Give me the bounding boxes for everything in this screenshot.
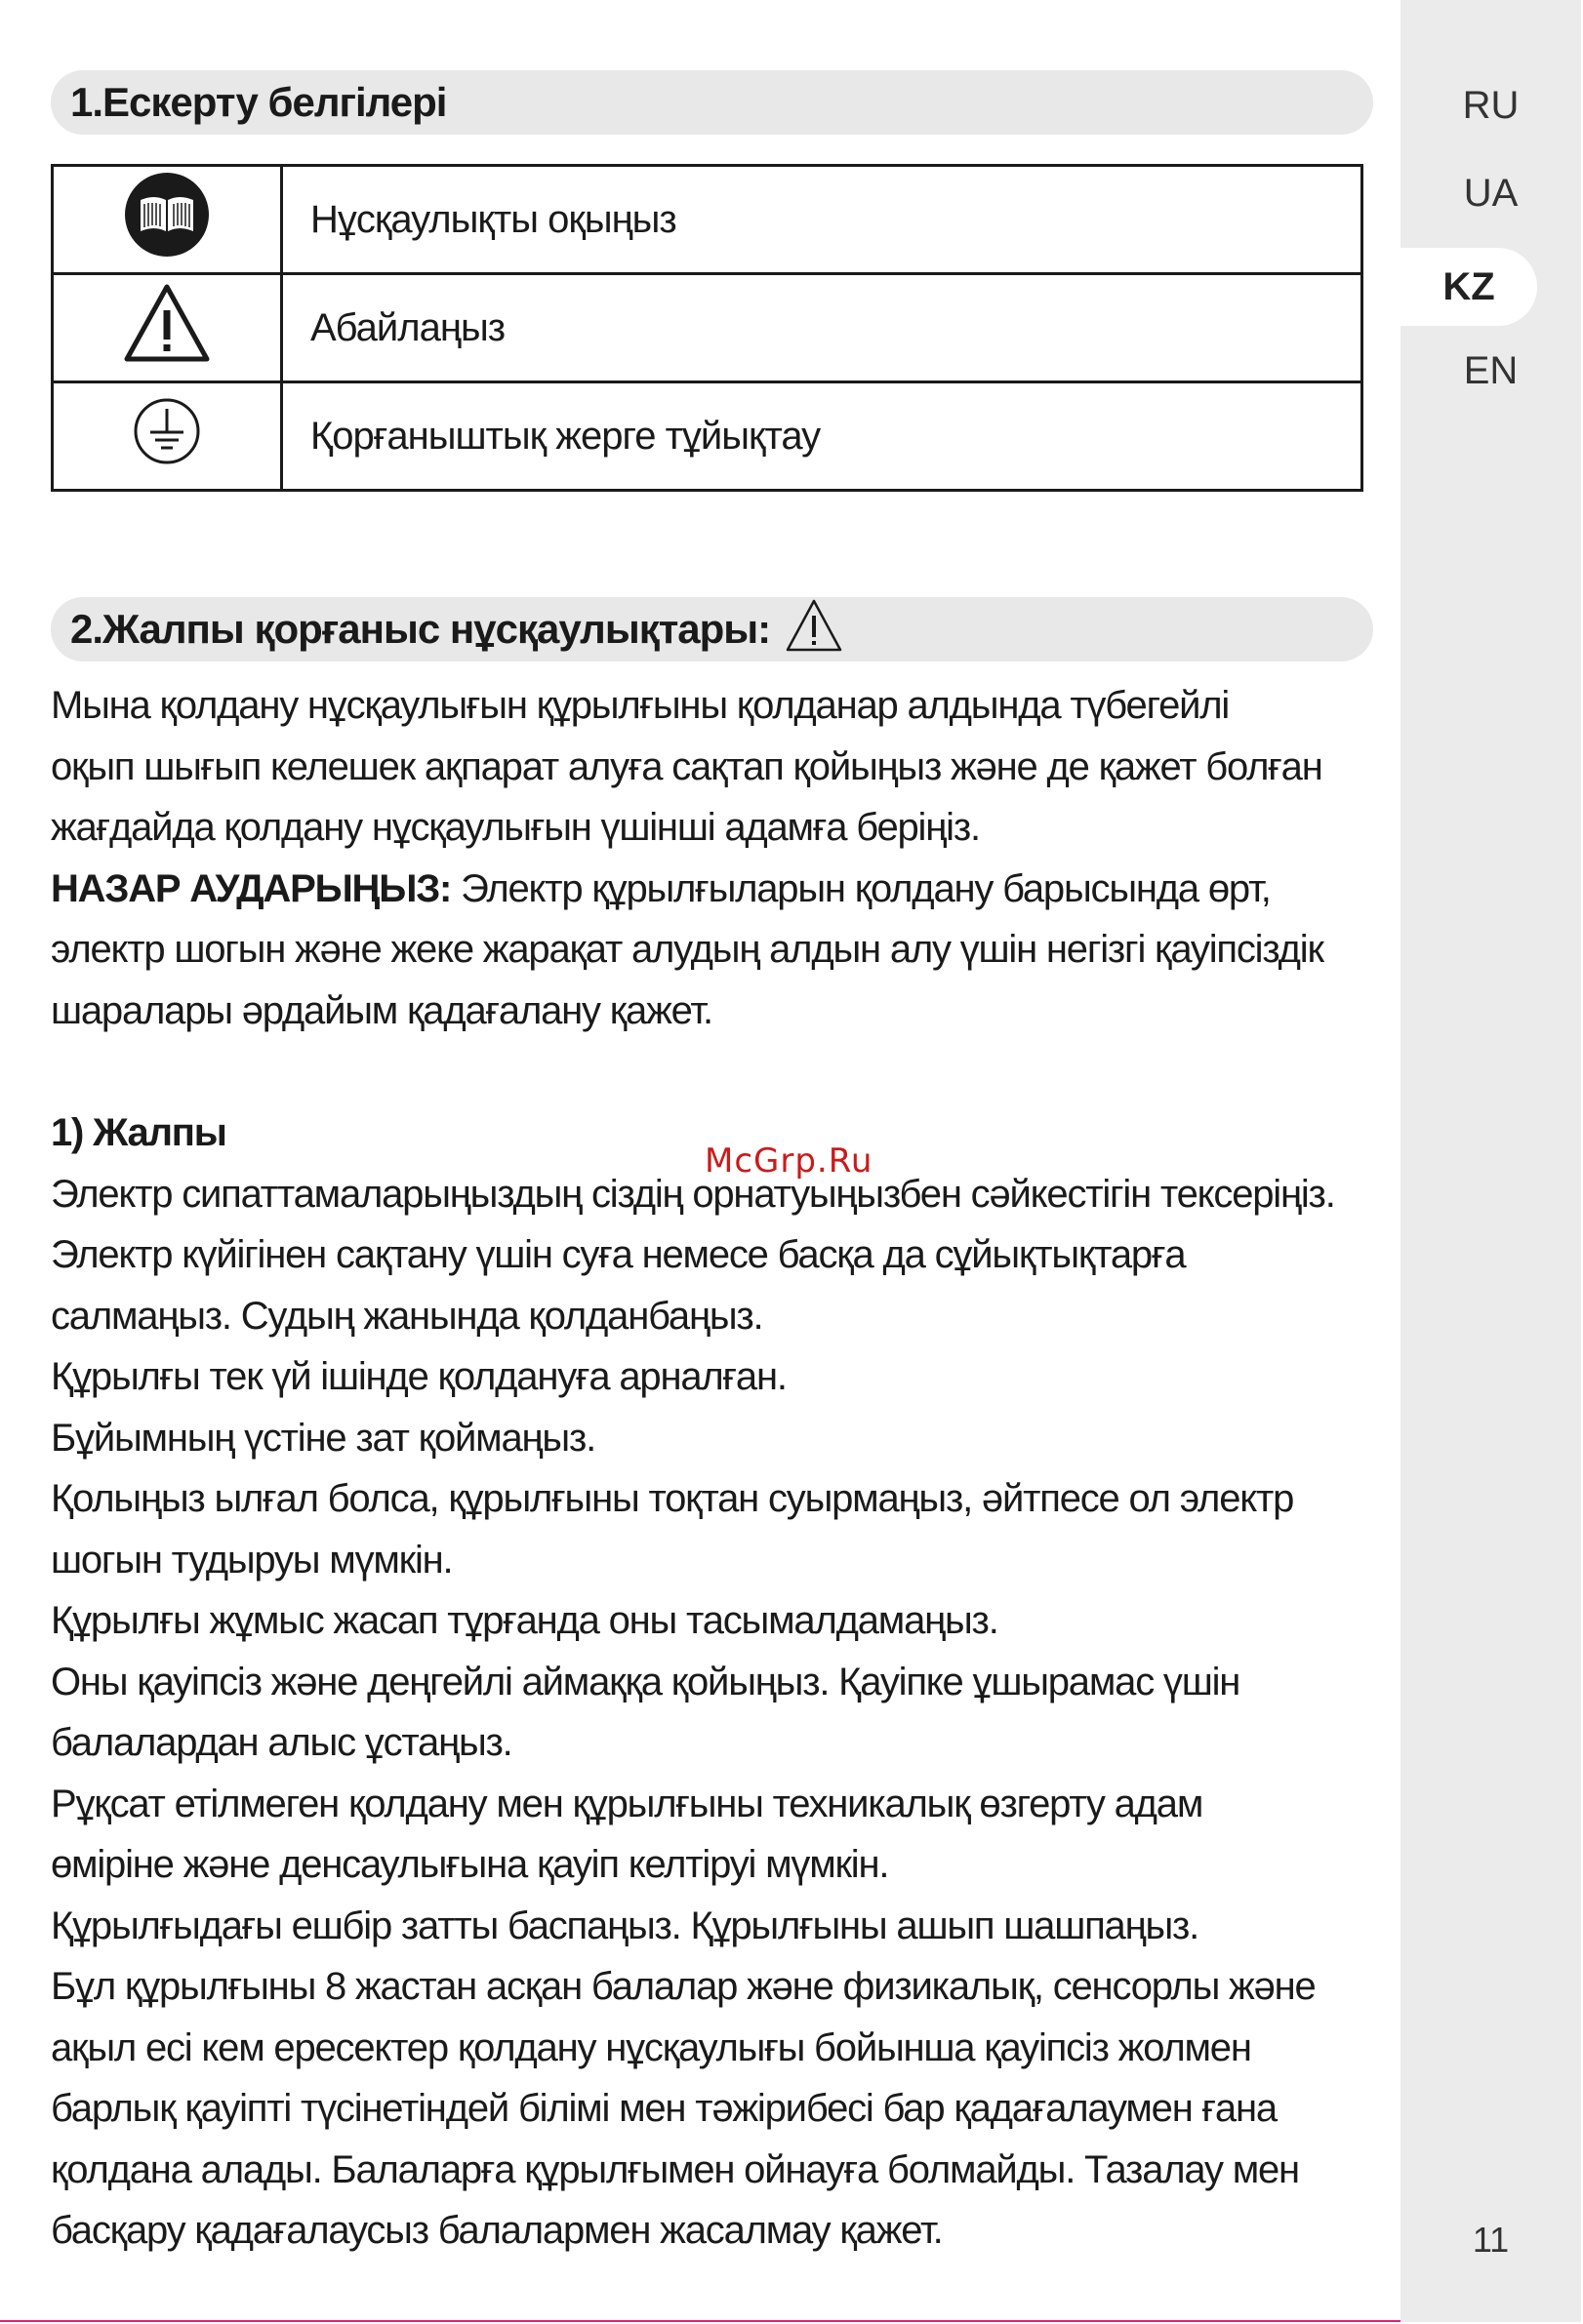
table-row bbox=[53, 274, 1362, 382]
text-line: Қолыңыз ылғал болса, құрылғыны тоқтан суырмаңыз, әйтпесе ол электр bbox=[51, 1477, 1294, 1520]
text-line: жағдайда қолдану нұсқаулығын үшінші адамға беріңіз. bbox=[51, 806, 980, 849]
text-line: шогын тудыруы мүмкін. bbox=[51, 1538, 453, 1582]
section-header-safety bbox=[51, 597, 1373, 661]
text-line: барлық қауіпті түсінетіндей білімі мен тәжірибесі бар қадағалаумен ғана bbox=[51, 2087, 1277, 2130]
read-manual-icon bbox=[123, 171, 211, 259]
text-line: ақыл есі кем ересектер қолдану нұсқаулығы бойынша қауіпсіз жолмен bbox=[51, 2025, 1251, 2069]
text-line: өміріне және денсаулығына қауіп келтіруі мүмкін. bbox=[51, 1843, 889, 1886]
lang-tab-en[interactable]: EN bbox=[1463, 349, 1519, 392]
text-line: қолдана алады. Балаларға құрылғымен ойнауға болмайды. Тазалау мен bbox=[51, 2147, 1299, 2191]
language-sidebar bbox=[1400, 0, 1581, 2322]
icon-cell bbox=[53, 274, 282, 382]
text-line: балалардан алыс ұстаңыз. bbox=[51, 1721, 512, 1764]
section-title: 2.Жалпы қорғаныс нұсқаулықтары: bbox=[70, 606, 771, 652]
section-header-warning-signs bbox=[51, 70, 1373, 135]
general-section bbox=[51, 1102, 1335, 2262]
row-label: Қорғаныштық жерге тұйықтау bbox=[282, 382, 1362, 491]
watermark: McGrp.Ru bbox=[705, 1142, 873, 1181]
text-line: Бұйымның үстіне зат қоймаңыз. bbox=[51, 1416, 596, 1460]
text-line: басқару қадағалаусыз балалармен жасалмау қажет. bbox=[51, 2209, 943, 2252]
icon-cell bbox=[53, 382, 282, 491]
text-line: Құрылғыдағы ешбір затты баспаңыз. Құрылғыны ашып шашпаңыз. bbox=[51, 1903, 1199, 1947]
text-line: Электр сипаттамаларыңыздың сіздің орнатуыңызбен сәйкестігін тексеріңіз. bbox=[51, 1172, 1335, 1216]
text-line: Бұл құрылғыны 8 жастан асқан балалар және физикалық, сенсорлы және bbox=[51, 1965, 1316, 2008]
text-line: салмаңыз. Судың жанында қолданбаңыз. bbox=[51, 1294, 763, 1338]
section-title: 1.Ескерту белгілері bbox=[70, 79, 447, 125]
text-line: Оны қауіпсіз және деңгейлі аймаққа қойыңыз. Қауіпке ұшырамас үшін bbox=[51, 1660, 1240, 1703]
lang-tab-kz[interactable]: KZ bbox=[1400, 248, 1537, 326]
row-label: Нұсқаулықты оқыңыз bbox=[282, 166, 1362, 274]
attention-text: Электр құрылғыларын қолдану барысында өрт, bbox=[451, 866, 1271, 910]
text-line: оқып шығып келешек ақпарат алуға сақтап қойыңыз және де қажет болған bbox=[51, 744, 1322, 788]
icon-cell bbox=[53, 166, 282, 274]
subsection-title: 1) Жалпы bbox=[51, 1111, 226, 1154]
text-line: Құрылғы тек үй ішінде қолдануға арналған. bbox=[51, 1355, 787, 1398]
text-line: шаралары әрдайым қадағалану қажет. bbox=[51, 988, 712, 1032]
text-line: Мына қолдану нұсқаулығын құрылғыны қолданар алдында түбегейлі bbox=[51, 684, 1230, 727]
attention-label: НАЗАР АУДАРЫҢЫЗ: bbox=[51, 866, 452, 910]
table-row bbox=[53, 166, 1362, 274]
warning-triangle-icon bbox=[785, 598, 843, 653]
text-line bbox=[51, 859, 1271, 920]
warning-signs-table bbox=[51, 164, 1363, 492]
intro-paragraph bbox=[51, 675, 1323, 1041]
lang-tab-ua[interactable]: UA bbox=[1463, 172, 1519, 215]
text-line: Рұқсат етілмеген қолдану мен құрылғыны техникалық өзгерту адам bbox=[51, 1782, 1203, 1825]
lang-tab-ru[interactable]: RU bbox=[1462, 84, 1520, 127]
text-line: Құрылғы жұмыс жасап тұрғанда оны тасымалдамаңыз. bbox=[51, 1599, 998, 1642]
page-number: 11 bbox=[1472, 2220, 1510, 2260]
table-row bbox=[53, 382, 1362, 491]
text-line: Электр күйігінен сақтану үшін суға немесе басқа да сұйықтықтарға bbox=[51, 1233, 1186, 1276]
protective-earth-icon bbox=[133, 397, 201, 465]
text-line: электр шогын және жеке жарақат алудың алдын алу үшін негізгі қауіпсіздік bbox=[51, 928, 1323, 971]
row-label: Абайлаңыз bbox=[282, 274, 1362, 382]
warning-triangle-icon bbox=[123, 283, 211, 363]
